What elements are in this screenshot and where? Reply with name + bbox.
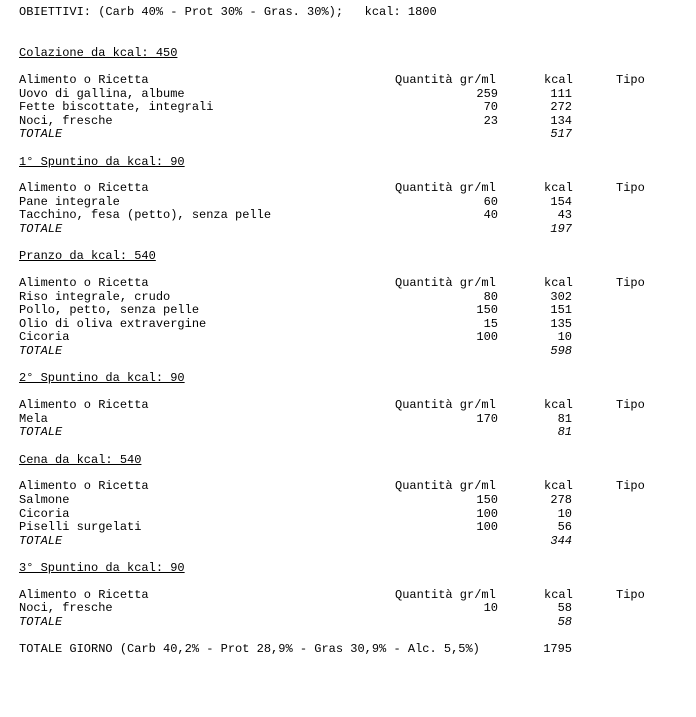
meal-title: 3° Spuntino da kcal: 90 [19,561,185,575]
column-header-food: Alimento o Ricetta [19,181,149,195]
total-kcal: 598 [550,344,572,358]
food-name: Riso integrale, crudo [19,290,171,304]
food-name: Tacchino, fesa (petto), senza pelle [19,208,272,222]
food-qty: 15 [483,317,498,331]
column-header-kcal: kcal [544,398,573,412]
column-header-food: Alimento o Ricetta [19,73,149,87]
column-header-qty: Quantità gr/ml [395,181,496,195]
total-label: TOTALE [19,127,63,141]
column-header-qty: Quantità gr/ml [395,479,496,493]
food-kcal: 278 [550,493,572,507]
column-header-food: Alimento o Ricetta [19,479,149,493]
column-header-type: Tipo [616,398,645,412]
food-kcal: 58 [557,601,572,615]
total-kcal: 58 [557,615,572,629]
column-header-qty: Quantità gr/ml [395,73,496,87]
meal-title: Cena da kcal: 540 [19,453,142,467]
column-header-type: Tipo [616,479,645,493]
food-kcal: 154 [550,195,572,209]
food-name: Uovo di gallina, albume [19,87,185,101]
food-kcal: 10 [557,507,572,521]
column-header-kcal: kcal [544,73,573,87]
total-label: TOTALE [19,534,63,548]
food-name: Noci, fresche [19,114,113,128]
food-name: Piselli surgelati [19,520,142,534]
food-kcal: 151 [550,303,572,317]
food-qty: 70 [483,100,498,114]
food-qty: 259 [476,87,498,101]
food-name: Olio di oliva extravergine [19,317,207,331]
total-label: TOTALE [19,222,63,236]
meal-title: 1° Spuntino da kcal: 90 [19,155,185,169]
column-header-qty: Quantità gr/ml [395,588,496,602]
total-label: TOTALE [19,344,63,358]
total-kcal: 344 [550,534,572,548]
column-header-kcal: kcal [544,181,573,195]
food-name: Fette biscottate, integrali [19,100,214,114]
food-kcal: 134 [550,114,572,128]
column-header-qty: Quantità gr/ml [395,276,496,290]
column-header-food: Alimento o Ricetta [19,276,149,290]
meal-title: 2° Spuntino da kcal: 90 [19,371,185,385]
column-header-kcal: kcal [544,588,573,602]
food-qty: 10 [483,601,498,615]
column-header-type: Tipo [616,73,645,87]
food-name: Cicoria [19,330,70,344]
food-name: Cicoria [19,507,70,521]
food-qty: 150 [476,493,498,507]
objectives-line: OBIETTIVI: (Carb 40% - Prot 30% - Gras. 30%); kcal: 1800 [19,5,437,19]
meal-title: Colazione da kcal: 450 [19,46,178,60]
meal-title: Pranzo da kcal: 540 [19,249,156,263]
food-qty: 170 [476,412,498,426]
day-total-label: TOTALE GIORNO (Carb 40,2% - Prot 28,9% - Gras 30,9% - Alc. 5,5%) [19,642,480,656]
column-header-kcal: kcal [544,479,573,493]
food-kcal: 135 [550,317,572,331]
total-kcal: 197 [550,222,572,236]
food-qty: 100 [476,520,498,534]
food-qty: 100 [476,330,498,344]
column-header-type: Tipo [616,588,645,602]
food-qty: 80 [483,290,498,304]
total-label: TOTALE [19,425,63,439]
column-header-type: Tipo [616,276,645,290]
day-total-kcal: 1795 [543,642,572,656]
column-header-type: Tipo [616,181,645,195]
column-header-kcal: kcal [544,276,573,290]
food-qty: 60 [483,195,498,209]
food-kcal: 302 [550,290,572,304]
food-name: Mela [19,412,48,426]
food-qty: 40 [483,208,498,222]
column-header-food: Alimento o Ricetta [19,398,149,412]
column-header-food: Alimento o Ricetta [19,588,149,602]
column-header-qty: Quantità gr/ml [395,398,496,412]
total-label: TOTALE [19,615,63,629]
food-qty: 100 [476,507,498,521]
food-kcal: 272 [550,100,572,114]
food-kcal: 111 [550,87,572,101]
food-kcal: 10 [557,330,572,344]
food-name: Noci, fresche [19,601,113,615]
food-name: Salmone [19,493,70,507]
total-kcal: 517 [550,127,572,141]
food-kcal: 81 [557,412,572,426]
total-kcal: 81 [557,425,572,439]
food-name: Pane integrale [19,195,120,209]
food-qty: 23 [483,114,498,128]
food-kcal: 43 [557,208,572,222]
food-name: Pollo, petto, senza pelle [19,303,200,317]
food-qty: 150 [476,303,498,317]
food-kcal: 56 [557,520,572,534]
